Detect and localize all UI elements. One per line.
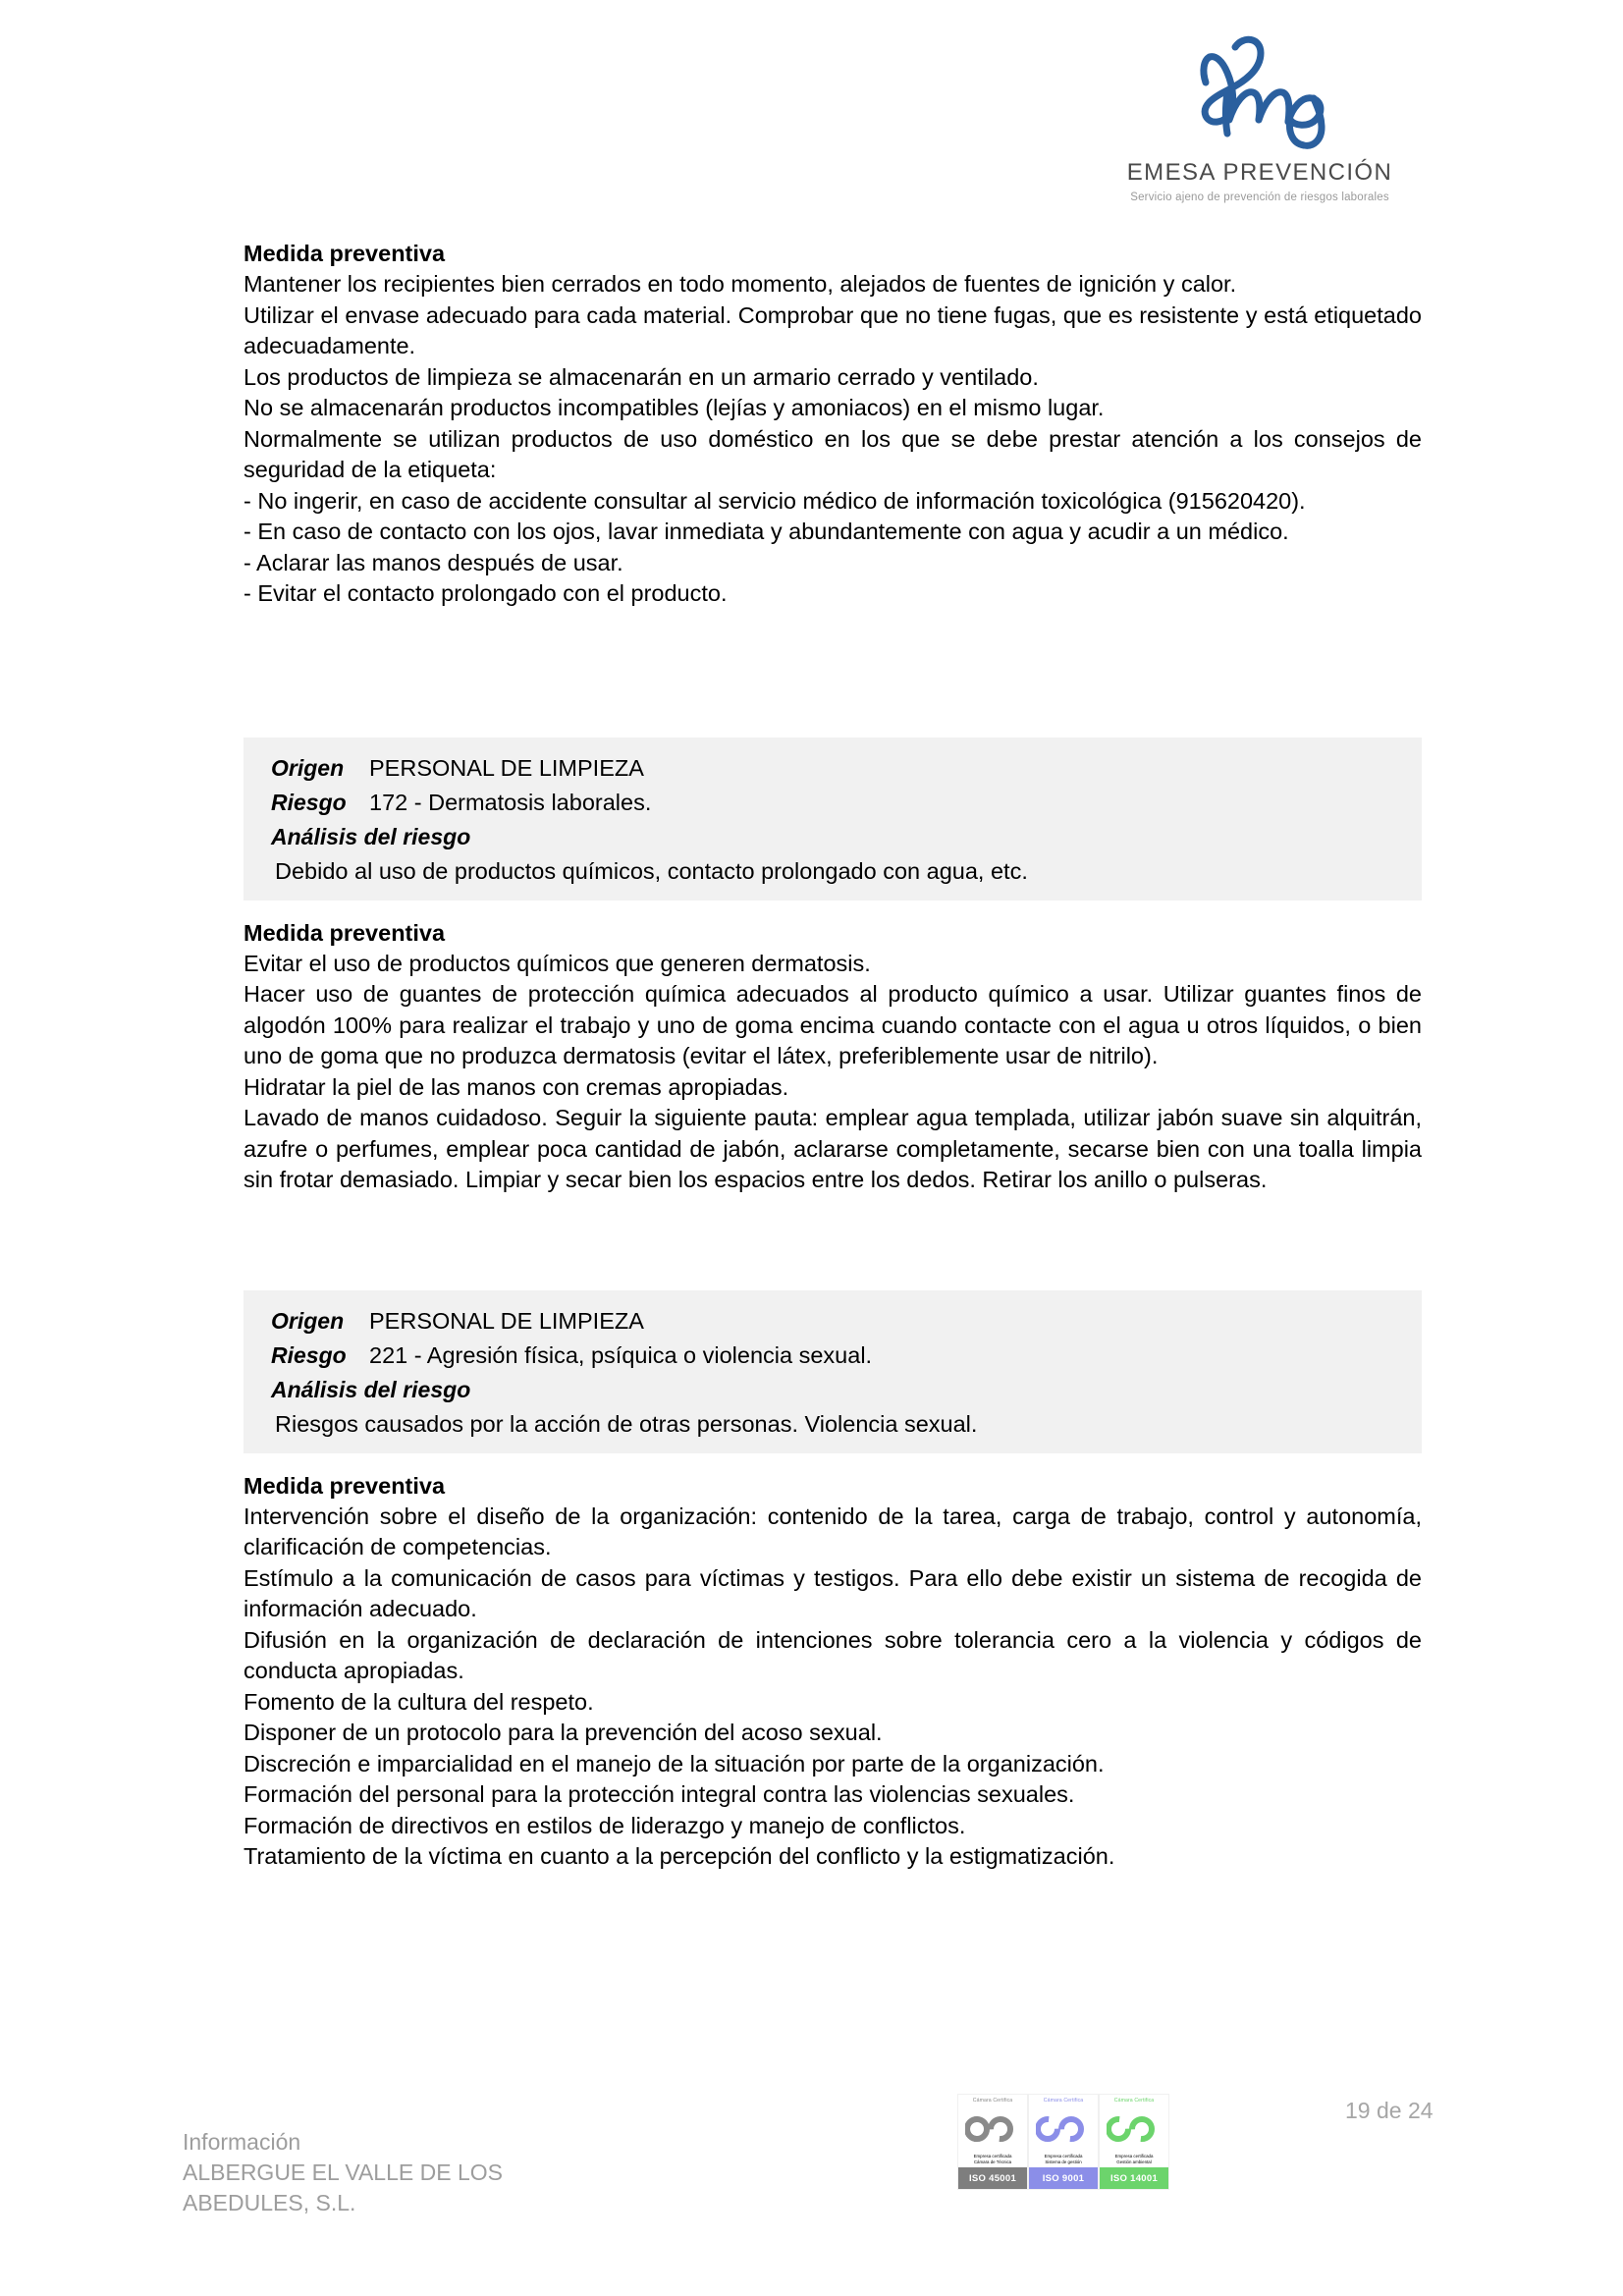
footer-company-line-2: ABEDULES, S.L. (183, 2190, 356, 2215)
emesa-script-logo-icon (1108, 27, 1412, 155)
risk-origen-value: PERSONAL DE LIMPIEZA (369, 754, 644, 781)
chain-link-certification-icon (1107, 2114, 1162, 2144)
measure-block-2 (243, 1471, 1422, 1873)
measure-paragraph: Normalmente se utilizan productos de uso doméstico en los que se debe prestar atención a los consejos de seguridad de la etiqueta: (243, 425, 1422, 482)
measure-paragraph: Fomento de la cultura del respeto. (243, 1688, 594, 1715)
document-header (0, 27, 1623, 239)
certification-head: Cámara Certifica (972, 2098, 1013, 2104)
measure-paragraph: - Evitar el contacto prolongado con el producto. (243, 580, 728, 606)
risk-riesgo-row (243, 1339, 1422, 1373)
spacer (243, 1196, 1422, 1290)
measure-paragraph: Mantener los recipientes bien cerrados en todo momento, alejados de fuentes de ignición y calor. (243, 271, 1237, 297)
certification-standard: ISO 14001 (1100, 2167, 1168, 2189)
logo-tagline: Servicio ajeno de prevención de riesgos laborales (1130, 191, 1389, 203)
risk-origen-row (243, 751, 1422, 786)
certification-standard: ISO 45001 (958, 2167, 1027, 2189)
logo-company-name: EMESA PREVENCIÓN (1126, 159, 1393, 186)
footer-company-info (183, 2127, 595, 2218)
spacer (243, 901, 1422, 918)
measure-paragraph: - Aclarar las manos después de usar. (243, 549, 623, 575)
measure-heading: Medida preventiva (243, 241, 446, 266)
measure-paragraph: Difusión en la organización de declaración de intenciones sobre tolerancia cero a la violencia y códigos de conducta apropiadas. (243, 1626, 1422, 1683)
footer-company-line-1: ALBERGUE EL VALLE DE LOS (183, 2159, 503, 2185)
risk-info-box (243, 1290, 1422, 1453)
measure-paragraph: Lavado de manos cuidadoso. Seguir la siguiente pauta: emplear agua templada, utilizar jabón suave sin alquitrán, azufre o perfumes, emplear poca cantidad de jabón, aclararse completamente, secarse bien con una toalla limpia sin frotar demasiado. Limpiar y secar bien los espacios entre los dedos. Retirar los anillo o pulseras. (243, 1105, 1422, 1192)
risk-info-box (243, 738, 1422, 901)
measure-heading: Medida preventiva (243, 919, 446, 946)
measure-paragraph: Evitar el uso de productos químicos que generen dermatosis. (243, 950, 871, 976)
certification-head: Cámara Certifica (1113, 2098, 1155, 2104)
company-logo (1108, 27, 1412, 203)
document-footer (0, 2070, 1623, 2296)
measure-paragraph: - No ingerir, en caso de accidente consultar al servicio médico de información toxicológica (915620420). (243, 487, 1306, 514)
measure-paragraph: Hidratar la piel de las manos con cremas apropiadas. (243, 1073, 789, 1100)
measure-paragraph: Estímulo a la comunicación de casos para víctimas y testigos. Para ello debe existir un sistema de recogida de información adecuado. (243, 1564, 1422, 1621)
certification-badge (1099, 2094, 1169, 2190)
measure-block-1 (243, 918, 1422, 1196)
certification-logos (957, 2094, 1169, 2190)
risk-riesgo-label: Riesgo (271, 789, 347, 815)
measure-paragraph: Discreción e imparcialidad en el manejo de la situación por parte de la organización. (243, 1750, 1105, 1777)
measure-paragraph: - En caso de contacto con los ojos, lavar inmediata y abundantemente con agua y acudir a un médico. (243, 519, 1289, 544)
measure-paragraph: Utilizar el envase adecuado para cada material. Comprobar que no tiene fugas, que es resistente y está etiquetado adecuadamente. (243, 301, 1422, 358)
risk-riesgo-value: 221 - Agresión física, psíquica o violencia sexual. (369, 1341, 873, 1368)
chain-link-certification-icon (1036, 2114, 1091, 2144)
risk-analysis-value: Riesgos causados por la acción de otras personas. Violencia sexual. (275, 1410, 978, 1437)
risk-origen-value: PERSONAL DE LIMPIEZA (369, 1307, 644, 1334)
certification-badge-top (1029, 2095, 1098, 2167)
certification-sub: Empresa certificada Sistema de gestión (1044, 2154, 1083, 2164)
measure-paragraph: Tratamiento de la víctima en cuanto a la percepción del conflicto y la estigmatización. (243, 1843, 1115, 1869)
document-content (243, 239, 1422, 1873)
measure-paragraph: Intervención sobre el diseño de la organización: contenido de la tarea, carga de trabajo, control y autonomía, clarificación de competencias. (243, 1503, 1422, 1559)
risk-analysis-label: Análisis del riesgo (271, 823, 471, 849)
risk-origen-label: Origen (271, 754, 345, 781)
certification-badge-top (1100, 2095, 1168, 2167)
certification-badge-top (958, 2095, 1027, 2167)
footer-info-label: Información (183, 2129, 301, 2155)
certification-standard: ISO 9001 (1029, 2167, 1098, 2189)
measure-paragraph: Los productos de limpieza se almacenarán en un armario cerrado y ventilado. (243, 363, 1039, 390)
measure-paragraph: Disponer de un protocolo para la prevención del acoso sexual. (243, 1720, 883, 1745)
risk-riesgo-row (243, 786, 1422, 820)
measure-paragraph: Formación de directivos en estilos de liderazgo y manejo de conflictos. (243, 1812, 966, 1838)
certification-badge (957, 2094, 1028, 2190)
measure-heading: Medida preventiva (243, 1472, 446, 1499)
logo-svg (1166, 29, 1353, 155)
risk-origen-label: Origen (271, 1307, 345, 1334)
page-indicator: 19 de 24 (1345, 2098, 1434, 2123)
spacer (243, 610, 1422, 738)
certification-sub: Empresa certificada Gestión ambiental (1114, 2154, 1154, 2164)
chain-link-certification-icon (965, 2114, 1020, 2144)
measure-paragraph: Hacer uso de guantes de protección química adecuados al producto químico a usar. Utilizar guantes finos de algodón 100% para realizar el trabajo y uno de goma encima cuando contacte con el agua u otros líquidos, o bien uno de goma que no produzca dermatosis (evitar el látex, preferiblemente usar de nitrilo). (243, 981, 1422, 1068)
spacer (243, 1453, 1422, 1471)
risk-riesgo-label: Riesgo (271, 1341, 347, 1368)
risk-origen-row (243, 1304, 1422, 1339)
certification-sub: Empresa certificada Cámara de Técnica (973, 2154, 1012, 2164)
measure-block-0 (243, 239, 1422, 610)
certification-badge (1028, 2094, 1099, 2190)
measure-paragraph: No se almacenarán productos incompatibles (lejías y amoniacos) en el mismo lugar. (243, 395, 1105, 420)
risk-analysis-label: Análisis del riesgo (271, 1376, 471, 1402)
risk-analysis-value: Debido al uso de productos químicos, contacto prolongado con agua, etc. (275, 857, 1028, 884)
certification-head: Cámara Certifica (1043, 2098, 1084, 2104)
risk-riesgo-value: 172 - Dermatosis laborales. (369, 789, 652, 815)
measure-paragraph: Formación del personal para la protección integral contra las violencias sexuales. (243, 1781, 1075, 1807)
